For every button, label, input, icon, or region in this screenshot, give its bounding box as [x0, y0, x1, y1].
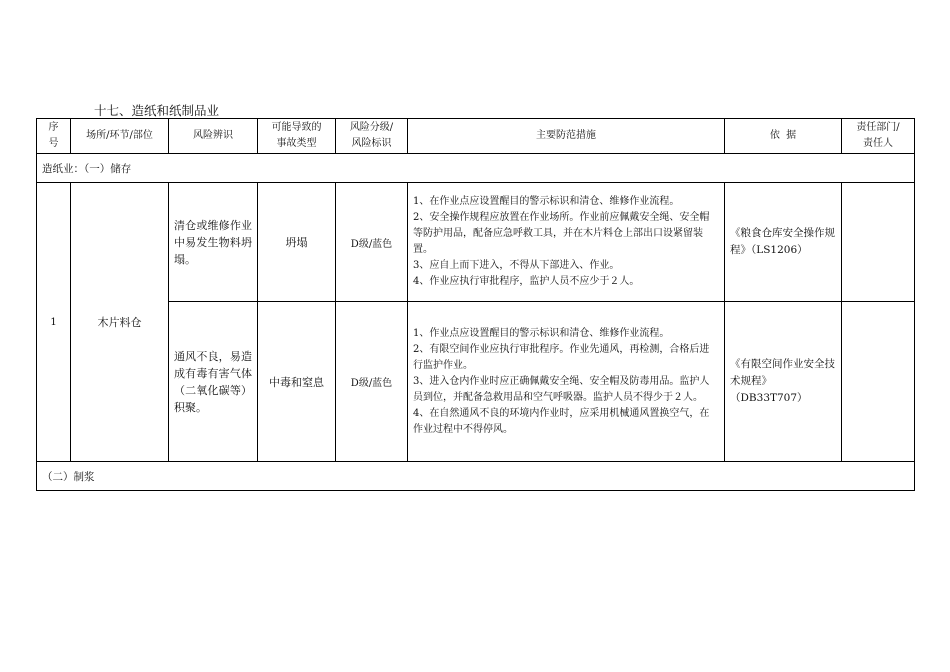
header-accident: 可能导致的 事故类型: [258, 119, 336, 154]
section-row-storage: [37, 154, 915, 183]
row-accident: 坍塌: [258, 183, 336, 302]
row-basis: 《粮食仓库安全操作规程》（LS1206）: [725, 183, 842, 302]
table-row: [37, 302, 915, 462]
row-dept: [842, 302, 915, 462]
row-accident: 中毒和窒息: [258, 302, 336, 462]
header-row: [37, 119, 915, 154]
header-grade: 风险分级/ 风险标识: [336, 119, 408, 154]
measure-item: 1、作业点应设置醒目的警示标识和清仓、维修作业流程。: [413, 327, 670, 339]
measure-item: 4、作业应执行审批程序，监护人员不应少于２人。: [413, 276, 640, 287]
row-grade: D级/蓝色: [336, 183, 408, 302]
measure-item: 3、应自上而下进入，不得从下部进入、作业。: [413, 260, 620, 271]
header-seq: 序 号: [37, 119, 71, 154]
header-measures: 主要防范措施: [408, 119, 725, 154]
row-place: 木片料仓: [71, 183, 169, 462]
measure-item: 3、进入仓内作业时应正确佩戴安全绳、安全帽及防毒用品。监护人员到位，并配备急救用品和空气呼吸器。监护人员不得少于２人。: [413, 375, 710, 403]
row-basis: 《有限空间作业安全技术规程》（DB33T707）: [725, 302, 842, 462]
header-risk: 风险辨识: [169, 119, 258, 154]
row-measures: [408, 183, 725, 302]
document-title: 十七、造纸和纸制品业: [94, 103, 220, 118]
header-dept: 责任部门/ 责任人: [842, 119, 915, 154]
risk-table: [36, 118, 915, 491]
table-row: [37, 183, 915, 302]
row-seq: 1: [37, 183, 71, 462]
row-grade: D级/蓝色: [336, 302, 408, 462]
row-risk: 清仓或维修作业中易发生物料坍塌。: [169, 183, 258, 302]
section-row-pulping: [37, 462, 915, 491]
row-dept: [842, 183, 915, 302]
measure-item: 1、在作业点应设置醒目的警示标识和清仓、维修作业流程。: [413, 196, 680, 207]
header-place: 场所/环节/部位: [71, 119, 169, 154]
measure-item: 2、安全操作规程应放置在作业场所。作业前应佩戴安全绳、安全帽等防护用品，配备应急呼救工具，并在木片料仓上部出口设紧留装置。: [413, 212, 710, 255]
section-storage: 造纸业：（一）储存: [37, 154, 915, 183]
section-pulping: （二）制浆: [37, 462, 915, 491]
row-measures: [408, 302, 725, 462]
header-basis: 依 据: [725, 119, 842, 154]
measure-item: 2、有限空间作业应执行审批程序。作业先通风，再检测，合格后进行监护作业。: [413, 343, 710, 371]
measure-item: 4、在自然通风不良的环境内作业时，应采用机械通风置换空气，在作业过程中不得停风。: [413, 407, 710, 435]
row-risk: 通风不良，易造成有毒有害气体（二氧化碳等）积聚。: [169, 302, 258, 462]
